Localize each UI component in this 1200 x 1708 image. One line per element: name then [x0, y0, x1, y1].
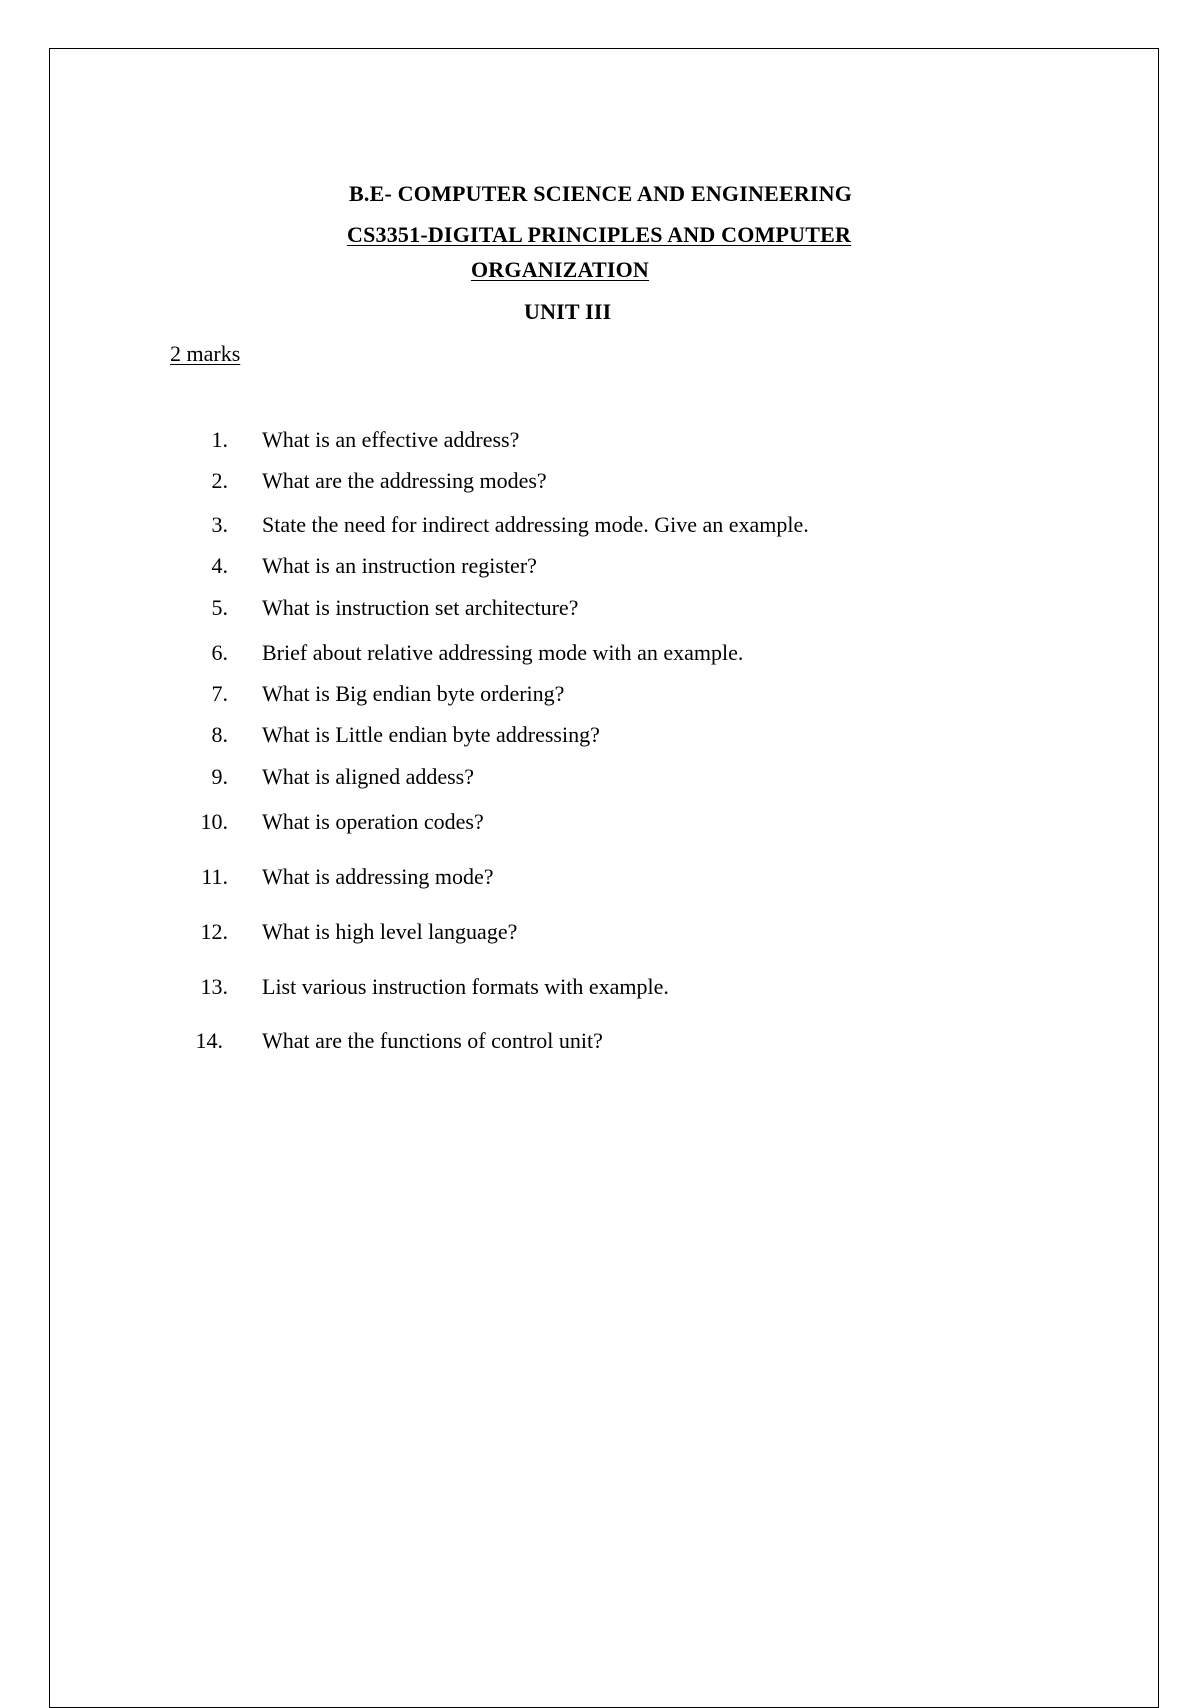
question-number: 8.	[211, 722, 228, 747]
question-text: What is addressing mode?	[262, 864, 494, 889]
question-text: List various instruction formats with example.	[262, 974, 669, 999]
question-text: What is operation codes?	[262, 809, 484, 834]
question-text: What is Little endian byte addressing?	[262, 722, 600, 747]
question-text: Brief about relative addressing mode with an example.	[262, 640, 744, 665]
question-number: 1.	[211, 427, 228, 452]
course-title-line-1: CS3351-DIGITAL PRINCIPLES AND COMPUTER	[347, 222, 852, 247]
unit-title: UNIT III	[524, 299, 612, 324]
question-text: What are the addressing modes?	[262, 468, 547, 493]
question-text: What is aligned addess?	[262, 764, 474, 789]
question-number: 11.	[201, 864, 228, 889]
question-number: 2.	[211, 468, 228, 493]
question-number: 5.	[211, 595, 228, 620]
question-number: 14.	[195, 1028, 223, 1053]
question-number: 9.	[211, 764, 228, 789]
question-text: What are the functions of control unit?	[262, 1028, 603, 1053]
question-text: What is Big endian byte ordering?	[262, 681, 565, 706]
question-number: 10.	[200, 809, 228, 834]
section-label: 2 marks	[170, 341, 241, 366]
course-title-line-2: ORGANIZATION	[471, 257, 650, 282]
question-text: State the need for indirect addressing mode. Give an example.	[262, 512, 809, 537]
department-title: B.E- COMPUTER SCIENCE AND ENGINEERING	[349, 181, 853, 206]
question-number: 12.	[200, 919, 228, 944]
question-text: What is high level language?	[262, 919, 518, 944]
question-number: 4.	[211, 553, 228, 578]
question-number: 6.	[211, 640, 228, 665]
question-number: 3.	[211, 512, 228, 537]
question-text: What is an instruction register?	[262, 553, 537, 578]
question-number: 13.	[200, 974, 228, 999]
question-text: What is instruction set architecture?	[262, 595, 579, 620]
question-text: What is an effective address?	[262, 427, 520, 452]
question-number: 7.	[211, 681, 228, 706]
